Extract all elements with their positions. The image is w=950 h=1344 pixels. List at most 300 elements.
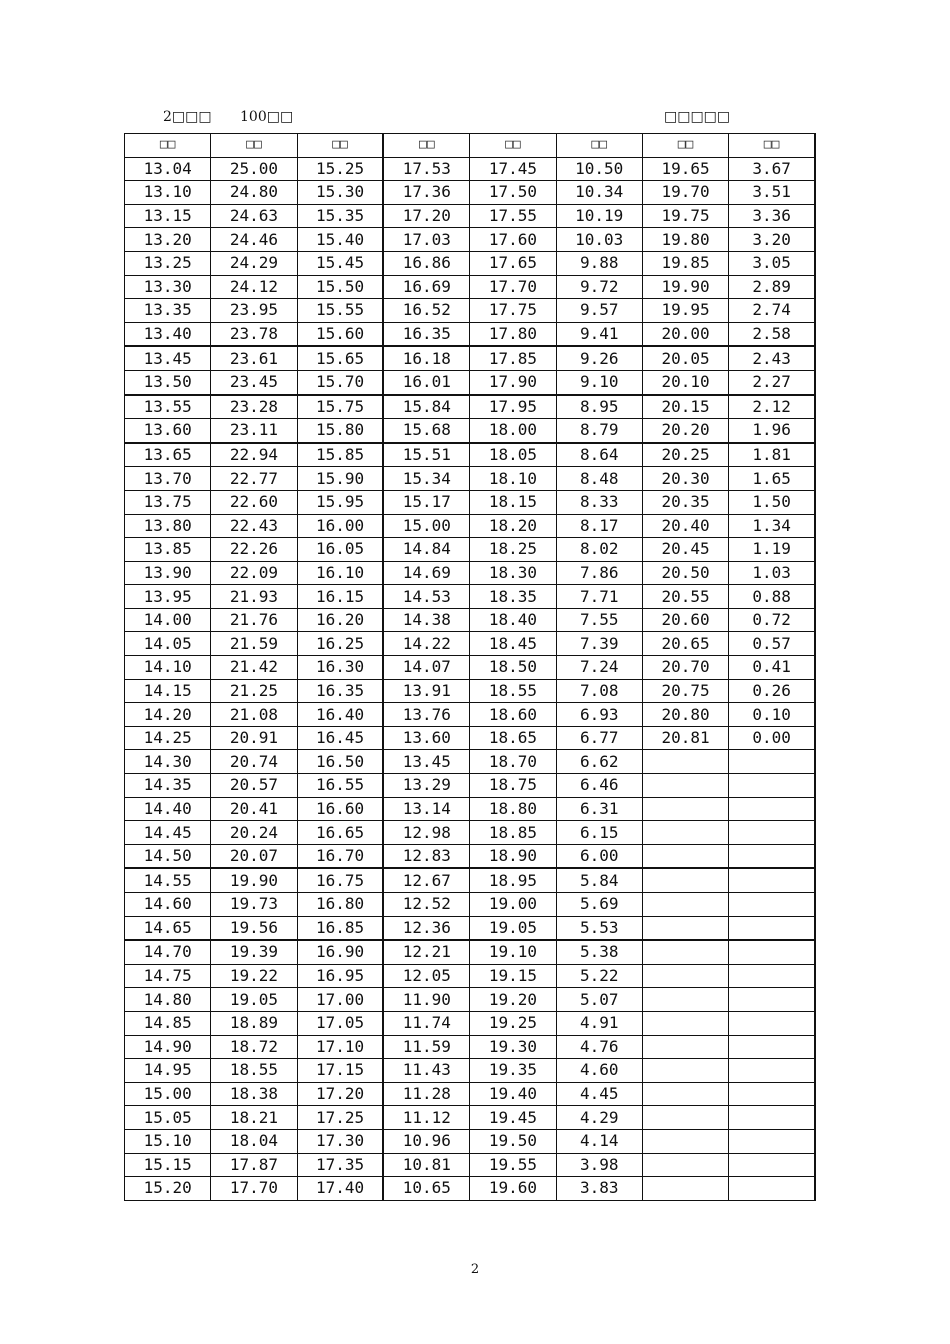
table-cell: 16.80 [297, 893, 383, 917]
table-cell: 0.88 [729, 585, 815, 609]
table-cell [642, 916, 728, 940]
table-cell: 14.53 [383, 585, 469, 609]
table-cell: 19.40 [470, 1082, 556, 1106]
table-cell: 10.03 [556, 228, 642, 252]
table-cell: 14.05 [125, 632, 211, 656]
table-cell: 2.27 [729, 370, 815, 394]
table-cell: 1.81 [729, 443, 815, 467]
table-cell: 3.98 [556, 1153, 642, 1177]
table-cell: 20.91 [211, 726, 297, 750]
table-cell: 17.40 [297, 1177, 383, 1201]
table-cell [642, 1059, 728, 1083]
table-cell: 15.34 [383, 467, 469, 491]
table-cell: 13.40 [125, 322, 211, 346]
table-cell: 17.60 [470, 228, 556, 252]
table-cell: 18.15 [470, 490, 556, 514]
table-cell: 17.35 [297, 1153, 383, 1177]
table-cell: 18.10 [470, 467, 556, 491]
table-cell: 19.75 [642, 204, 728, 228]
header-left-label: 2□□□ [163, 109, 212, 125]
table-cell: 16.52 [383, 299, 469, 323]
table-cell: 15.70 [297, 370, 383, 394]
table-cell [729, 1059, 815, 1083]
table-cell: 15.10 [125, 1129, 211, 1153]
table-cell [729, 1129, 815, 1153]
table-cell: 2.89 [729, 275, 815, 299]
table-cell [729, 916, 815, 940]
table-cell: 6.31 [556, 797, 642, 821]
table-row [125, 916, 816, 940]
table-cell: 13.76 [383, 703, 469, 727]
header-middle-label: 100□□ [240, 109, 294, 125]
table-cell: 21.25 [211, 679, 297, 703]
table-cell: 8.02 [556, 538, 642, 562]
table-cell: 11.12 [383, 1106, 469, 1130]
table-row [125, 632, 816, 656]
table-cell: 5.07 [556, 988, 642, 1012]
table-row [125, 1011, 816, 1035]
table-cell: 0.72 [729, 608, 815, 632]
table-row [125, 585, 816, 609]
table-cell: 8.48 [556, 467, 642, 491]
table-cell: 24.80 [211, 181, 297, 205]
table-row [125, 1082, 816, 1106]
table-cell: 24.46 [211, 228, 297, 252]
table-cell: 12.05 [383, 964, 469, 988]
table-cell: 18.75 [470, 774, 556, 798]
table-cell: 17.87 [211, 1153, 297, 1177]
table-cell: 14.95 [125, 1059, 211, 1083]
table-cell: 11.90 [383, 988, 469, 1012]
table-cell: 1.34 [729, 514, 815, 538]
table-cell: 16.05 [297, 538, 383, 562]
table-cell: 12.83 [383, 844, 469, 868]
table-row [125, 443, 816, 467]
table-row [125, 561, 816, 585]
table-cell: 3.36 [729, 204, 815, 228]
table-cell: 13.95 [125, 585, 211, 609]
table-cell: 17.15 [297, 1059, 383, 1083]
table-cell: 18.72 [211, 1035, 297, 1059]
table-cell: 12.36 [383, 916, 469, 940]
table-cell: 9.88 [556, 251, 642, 275]
table-cell: 7.24 [556, 656, 642, 680]
table-cell: 17.53 [383, 157, 469, 181]
table-cell: 20.81 [642, 726, 728, 750]
table-cell: 13.10 [125, 181, 211, 205]
table-cell [729, 1082, 815, 1106]
table-cell: 17.50 [470, 181, 556, 205]
table-cell: 16.35 [383, 322, 469, 346]
table-cell: 20.41 [211, 797, 297, 821]
table-cell: 0.41 [729, 656, 815, 680]
table-cell: 16.86 [383, 251, 469, 275]
table-cell: 5.84 [556, 868, 642, 892]
table-cell: 16.15 [297, 585, 383, 609]
table-row [125, 1153, 816, 1177]
table-cell: 10.19 [556, 204, 642, 228]
table-cell: 15.20 [125, 1177, 211, 1201]
table-cell [642, 1011, 728, 1035]
table-cell: 17.85 [470, 346, 556, 370]
table-cell: 10.34 [556, 181, 642, 205]
table-cell: 13.14 [383, 797, 469, 821]
table-cell: 6.93 [556, 703, 642, 727]
table-cell: 20.30 [642, 467, 728, 491]
table-cell: 15.75 [297, 395, 383, 419]
table-cell: 13.30 [125, 275, 211, 299]
table-cell: 20.80 [642, 703, 728, 727]
table-cell: 15.00 [383, 514, 469, 538]
table-cell [642, 1177, 728, 1201]
table-cell: 21.59 [211, 632, 297, 656]
table-cell: 22.43 [211, 514, 297, 538]
table-cell [642, 1106, 728, 1130]
table-cell: 21.93 [211, 585, 297, 609]
table-cell: 10.81 [383, 1153, 469, 1177]
table-cell: 0.57 [729, 632, 815, 656]
table-cell: 8.64 [556, 443, 642, 467]
table-cell: 13.80 [125, 514, 211, 538]
table-cell: 23.45 [211, 370, 297, 394]
table-row [125, 346, 816, 370]
table-cell: 14.07 [383, 656, 469, 680]
table-cell: 10.65 [383, 1177, 469, 1201]
table-row [125, 964, 816, 988]
table-cell: 15.35 [297, 204, 383, 228]
table-cell: 15.30 [297, 181, 383, 205]
table-cell: 1.65 [729, 467, 815, 491]
table-row [125, 1177, 816, 1201]
table-cell: 7.55 [556, 608, 642, 632]
table-cell: 18.95 [470, 868, 556, 892]
table-cell: 14.69 [383, 561, 469, 585]
table-row [125, 679, 816, 703]
table-cell: 9.57 [556, 299, 642, 323]
table-cell: 20.15 [642, 395, 728, 419]
table-cell: 22.26 [211, 538, 297, 562]
table-cell [642, 1082, 728, 1106]
table-cell [729, 940, 815, 964]
table-cell: 12.67 [383, 868, 469, 892]
table-cell: 14.22 [383, 632, 469, 656]
table-row [125, 395, 816, 419]
table-cell: 17.75 [470, 299, 556, 323]
table-cell: 3.67 [729, 157, 815, 181]
table-cell: 6.77 [556, 726, 642, 750]
table-cell: 10.96 [383, 1129, 469, 1153]
table-cell: 14.84 [383, 538, 469, 562]
table-cell: 13.29 [383, 774, 469, 798]
table-cell: 20.55 [642, 585, 728, 609]
table-cell: 19.60 [470, 1177, 556, 1201]
table-cell: 13.90 [125, 561, 211, 585]
column-header: □□ [125, 134, 211, 158]
table-cell: 7.08 [556, 679, 642, 703]
table-cell: 8.95 [556, 395, 642, 419]
table-cell: 18.60 [470, 703, 556, 727]
table-cell: 21.42 [211, 656, 297, 680]
table-cell [642, 821, 728, 845]
table-cell: 20.57 [211, 774, 297, 798]
table-cell: 18.85 [470, 821, 556, 845]
table-cell: 19.80 [642, 228, 728, 252]
table-cell: 19.25 [470, 1011, 556, 1035]
table-cell: 18.30 [470, 561, 556, 585]
table-cell [729, 797, 815, 821]
table-cell: 16.55 [297, 774, 383, 798]
table-cell: 18.45 [470, 632, 556, 656]
table-cell: 0.10 [729, 703, 815, 727]
table-cell: 17.45 [470, 157, 556, 181]
table-cell [729, 1106, 815, 1130]
page-number: 2 [470, 1262, 480, 1277]
table-cell: 20.10 [642, 370, 728, 394]
table-cell: 19.35 [470, 1059, 556, 1083]
table-cell: 16.45 [297, 726, 383, 750]
table-cell: 15.00 [125, 1082, 211, 1106]
table-cell [642, 988, 728, 1012]
table-row [125, 228, 816, 252]
table-cell: 13.15 [125, 204, 211, 228]
table-row [125, 181, 816, 205]
table-row [125, 370, 816, 394]
table-cell [729, 868, 815, 892]
table-cell: 0.00 [729, 726, 815, 750]
table-cell [642, 893, 728, 917]
table-cell: 22.09 [211, 561, 297, 585]
table-cell [729, 750, 815, 774]
table-header [125, 134, 816, 158]
column-header: □□ [383, 134, 469, 158]
table-cell: 17.65 [470, 251, 556, 275]
table-cell: 16.30 [297, 656, 383, 680]
table-cell: 20.07 [211, 844, 297, 868]
table-cell: 24.12 [211, 275, 297, 299]
table-cell: 25.00 [211, 157, 297, 181]
table-cell: 19.65 [642, 157, 728, 181]
table-row [125, 988, 816, 1012]
table-row [125, 1106, 816, 1130]
table-row [125, 514, 816, 538]
table-row [125, 204, 816, 228]
table-cell: 7.71 [556, 585, 642, 609]
table-cell: 18.21 [211, 1106, 297, 1130]
table-cell: 13.75 [125, 490, 211, 514]
table-cell: 20.25 [642, 443, 728, 467]
data-table [124, 133, 816, 1201]
table-cell: 19.05 [470, 916, 556, 940]
table-cell: 17.36 [383, 181, 469, 205]
column-header: □□ [642, 134, 728, 158]
table-cell: 8.17 [556, 514, 642, 538]
table-cell: 14.60 [125, 893, 211, 917]
table-cell: 17.00 [297, 988, 383, 1012]
table-cell: 8.33 [556, 490, 642, 514]
table-cell [729, 1035, 815, 1059]
table-cell: 19.05 [211, 988, 297, 1012]
table-cell: 14.38 [383, 608, 469, 632]
table-cell: 17.25 [297, 1106, 383, 1130]
table-cell: 16.10 [297, 561, 383, 585]
table-row [125, 157, 816, 181]
table-cell: 18.89 [211, 1011, 297, 1035]
table-cell: 3.83 [556, 1177, 642, 1201]
table-cell: 16.20 [297, 608, 383, 632]
table-cell: 11.59 [383, 1035, 469, 1059]
table-cell: 21.76 [211, 608, 297, 632]
table-cell: 6.00 [556, 844, 642, 868]
table-cell: 16.70 [297, 844, 383, 868]
table-cell: 18.00 [470, 419, 556, 443]
table-cell: 6.62 [556, 750, 642, 774]
table-cell: 10.50 [556, 157, 642, 181]
table-row [125, 299, 816, 323]
table-cell: 20.35 [642, 490, 728, 514]
table-cell [729, 988, 815, 1012]
table-row [125, 893, 816, 917]
table-cell: 16.69 [383, 275, 469, 299]
table-cell: 9.26 [556, 346, 642, 370]
table-cell: 21.08 [211, 703, 297, 727]
table-cell: 9.72 [556, 275, 642, 299]
table-cell: 20.05 [642, 346, 728, 370]
column-header: □□ [211, 134, 297, 158]
table-row [125, 1035, 816, 1059]
table-cell: 18.04 [211, 1129, 297, 1153]
table-cell: 19.55 [470, 1153, 556, 1177]
table-cell: 20.65 [642, 632, 728, 656]
table-cell: 20.60 [642, 608, 728, 632]
table-cell: 14.65 [125, 916, 211, 940]
table-cell [642, 750, 728, 774]
table-cell: 18.55 [470, 679, 556, 703]
table-row [125, 275, 816, 299]
table-cell: 16.40 [297, 703, 383, 727]
table-cell: 17.10 [297, 1035, 383, 1059]
table-cell: 22.60 [211, 490, 297, 514]
table-cell: 24.63 [211, 204, 297, 228]
table-cell: 23.78 [211, 322, 297, 346]
table-cell: 1.03 [729, 561, 815, 585]
table-cell: 12.52 [383, 893, 469, 917]
table-cell: 20.70 [642, 656, 728, 680]
table-cell: 6.15 [556, 821, 642, 845]
table-cell: 16.65 [297, 821, 383, 845]
column-header: □□ [729, 134, 815, 158]
table-cell: 22.77 [211, 467, 297, 491]
table-cell: 20.20 [642, 419, 728, 443]
table-cell: 0.26 [729, 679, 815, 703]
table-cell: 13.50 [125, 370, 211, 394]
table-cell [729, 964, 815, 988]
table-cell: 17.03 [383, 228, 469, 252]
table-cell: 18.20 [470, 514, 556, 538]
table-cell [642, 940, 728, 964]
table-cell: 22.94 [211, 443, 297, 467]
table-cell: 20.24 [211, 821, 297, 845]
table-cell: 13.55 [125, 395, 211, 419]
table-cell: 17.20 [383, 204, 469, 228]
table-cell: 16.90 [297, 940, 383, 964]
table-cell: 13.85 [125, 538, 211, 562]
table-cell: 19.30 [470, 1035, 556, 1059]
table-cell: 9.10 [556, 370, 642, 394]
table-cell: 17.55 [470, 204, 556, 228]
table-cell: 12.98 [383, 821, 469, 845]
table-cell: 18.35 [470, 585, 556, 609]
table-cell: 12.21 [383, 940, 469, 964]
table-cell: 14.40 [125, 797, 211, 821]
table-cell [729, 1011, 815, 1035]
table-cell: 16.00 [297, 514, 383, 538]
table-cell: 14.00 [125, 608, 211, 632]
table-cell: 14.35 [125, 774, 211, 798]
table-cell: 15.05 [125, 1106, 211, 1130]
table-cell: 13.35 [125, 299, 211, 323]
table-cell: 18.25 [470, 538, 556, 562]
table-row [125, 844, 816, 868]
table-cell: 15.45 [297, 251, 383, 275]
table-cell: 15.50 [297, 275, 383, 299]
table-cell: 14.10 [125, 656, 211, 680]
table-row [125, 868, 816, 892]
table-row [125, 703, 816, 727]
table-cell: 1.96 [729, 419, 815, 443]
table-cell: 13.20 [125, 228, 211, 252]
header-row [125, 134, 816, 158]
column-header: □□ [297, 134, 383, 158]
table-cell: 19.90 [642, 275, 728, 299]
table-cell: 3.05 [729, 251, 815, 275]
table-row [125, 490, 816, 514]
table-body [125, 157, 816, 1200]
table-cell: 14.30 [125, 750, 211, 774]
table-cell: 19.45 [470, 1106, 556, 1130]
table-cell: 11.43 [383, 1059, 469, 1083]
table-cell: 17.70 [470, 275, 556, 299]
table-cell: 15.84 [383, 395, 469, 419]
table-cell [642, 1035, 728, 1059]
table-cell [729, 1153, 815, 1177]
table-cell: 15.85 [297, 443, 383, 467]
table-cell [642, 844, 728, 868]
table-cell: 14.80 [125, 988, 211, 1012]
table-cell: 13.70 [125, 467, 211, 491]
table-cell: 18.55 [211, 1059, 297, 1083]
table-row [125, 656, 816, 680]
table-cell: 16.60 [297, 797, 383, 821]
table-cell: 19.50 [470, 1129, 556, 1153]
table-cell: 19.15 [470, 964, 556, 988]
table-cell [729, 774, 815, 798]
table-row [125, 467, 816, 491]
table-cell: 18.05 [470, 443, 556, 467]
table-cell: 13.45 [125, 346, 211, 370]
table-cell: 14.85 [125, 1011, 211, 1035]
table-cell: 20.74 [211, 750, 297, 774]
table-cell: 4.29 [556, 1106, 642, 1130]
table-row [125, 774, 816, 798]
table-cell: 23.95 [211, 299, 297, 323]
table-cell: 18.38 [211, 1082, 297, 1106]
table-cell: 13.45 [383, 750, 469, 774]
table-cell: 15.90 [297, 467, 383, 491]
table-cell [642, 1129, 728, 1153]
table-cell: 20.00 [642, 322, 728, 346]
table-cell: 14.70 [125, 940, 211, 964]
table-row [125, 797, 816, 821]
